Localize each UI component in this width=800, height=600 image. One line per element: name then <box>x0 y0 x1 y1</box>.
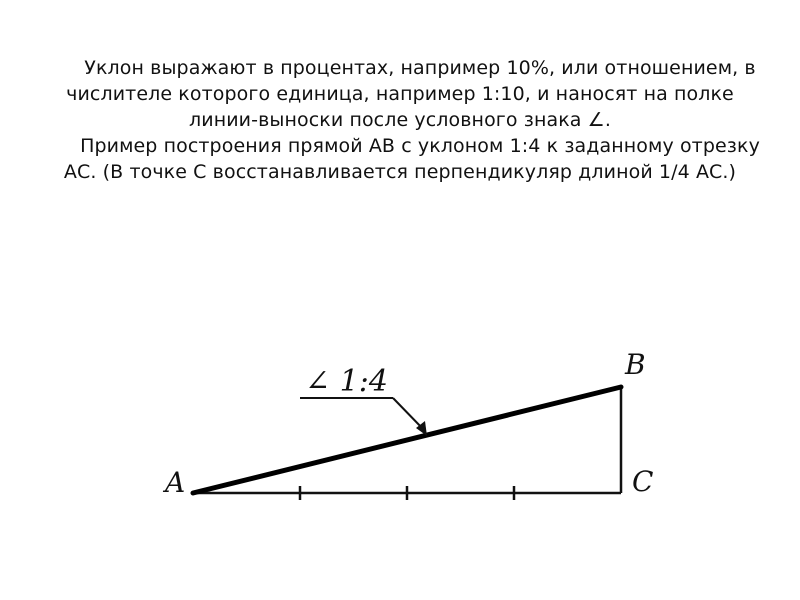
label-point-a: A <box>165 466 186 499</box>
label-point-c: C <box>632 465 654 498</box>
paragraph-slope-definition-text: Уклон выражают в процентах, например 10%, или отношением, в числителе которого единица, например 1:10, и наносят на полке линии-выноски после условного знака ∠. <box>66 57 756 131</box>
paragraph-construction-example-text: Пример построения прямой АВ с уклоном 1:4 к заданному отрезку АС. (В точке С восстанавливается перпендикуляр длиной 1/4 АС.) <box>63 135 760 183</box>
segment-ab <box>193 387 621 493</box>
leader-line <box>393 398 424 430</box>
slope-label: ∠ 1:4 <box>305 364 388 399</box>
label-point-b: B <box>625 348 646 381</box>
